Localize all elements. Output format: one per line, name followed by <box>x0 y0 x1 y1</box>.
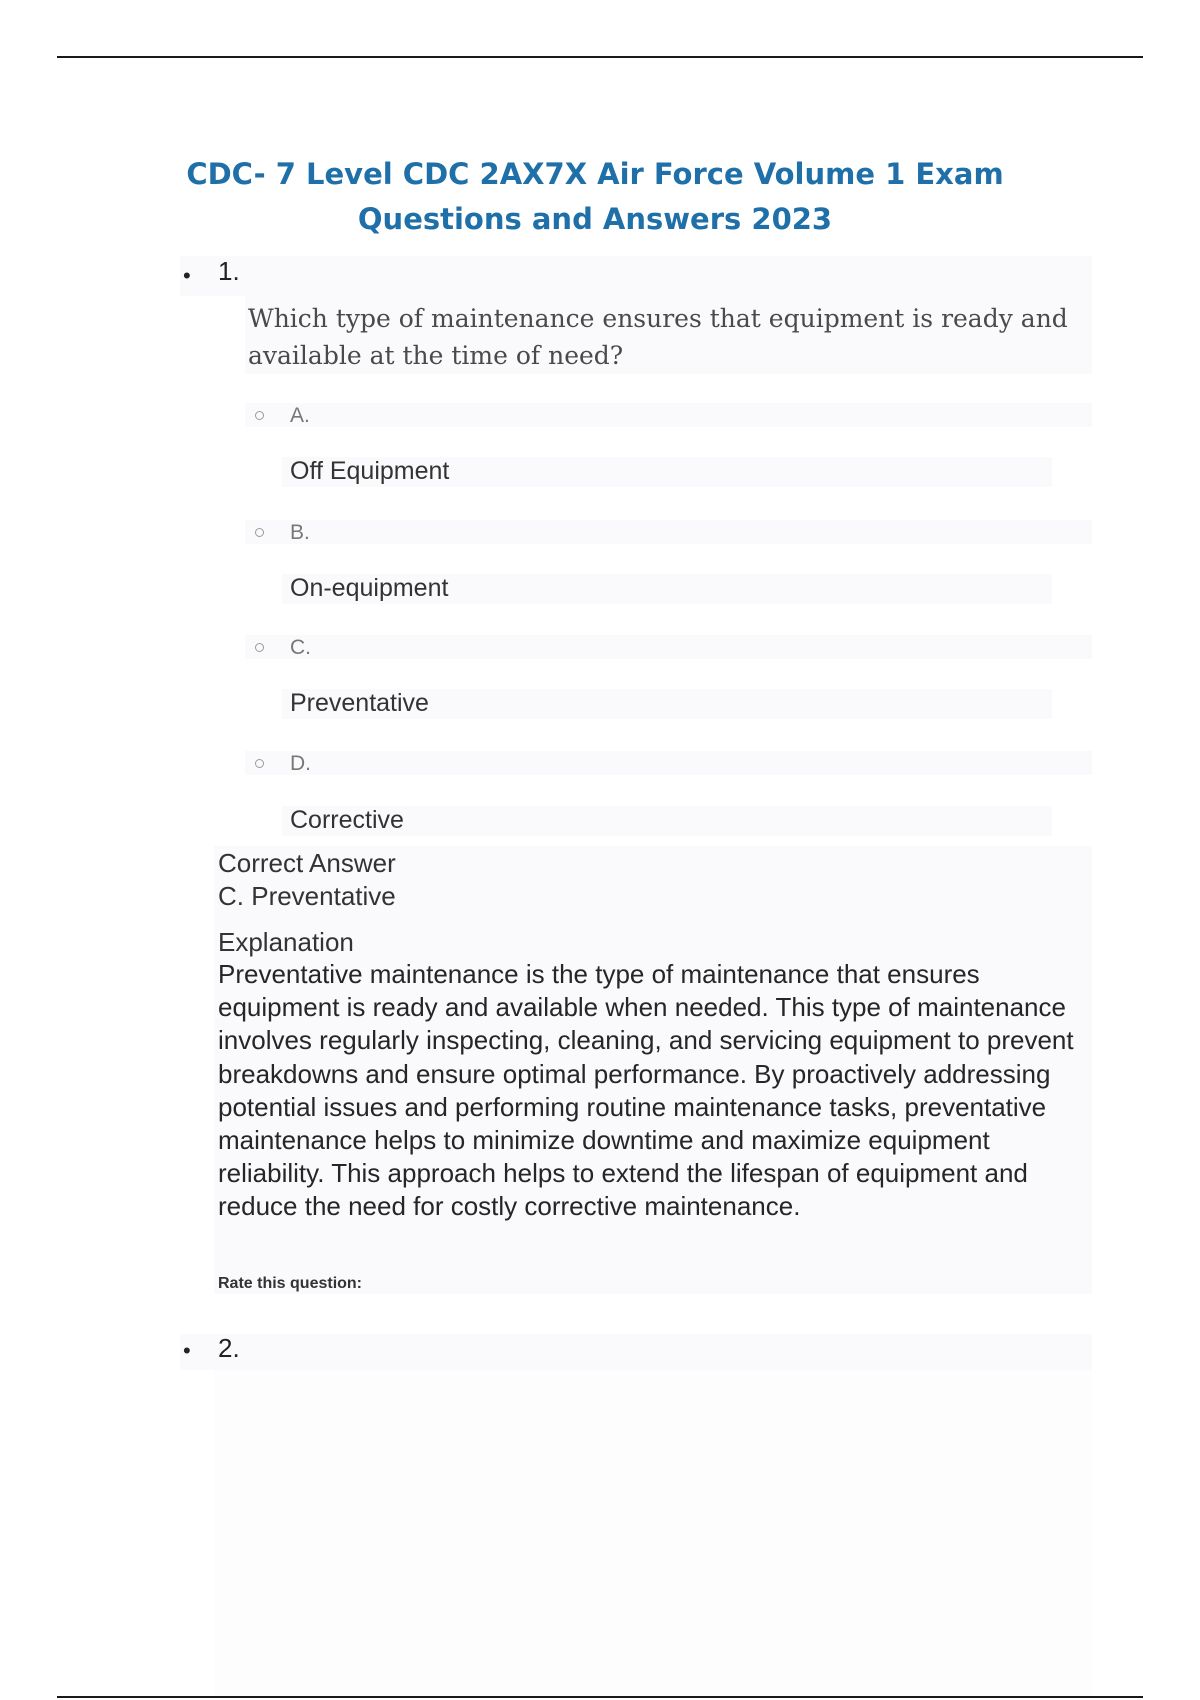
question-1-text: Which type of maintenance ensures that equipment is ready and available at the time of need? <box>248 304 1068 370</box>
footer-rule <box>57 1696 1143 1698</box>
title-line-1: CDC- 7 Level CDC 2AX7X Air Force Volume 1 Exam <box>186 157 1004 191</box>
option-a-row-band <box>245 403 1092 427</box>
option-c-letter: C. <box>290 636 311 659</box>
option-a-radio-icon[interactable] <box>255 411 264 420</box>
question-1-bullet-icon: • <box>183 263 191 288</box>
option-d-letter: D. <box>290 752 311 775</box>
question-1-header-band <box>180 256 1092 296</box>
explanation-label: Explanation <box>218 927 354 957</box>
option-a-letter: A. <box>290 404 310 427</box>
header-rule <box>57 56 1143 58</box>
explanation-text: Preventative maintenance is the type of maintenance that ensures equipment is ready and available when needed. This type of maintenance involves regularly inspecting, cleaning, and servicing equipment to prevent breakdowns and ensure optimal performance. By proactively addressing potential issues and performing routine maintenance tasks, preventative maintenance helps to minimize downtime and maximize equipment reliability. This approach helps to extend the lifespan of equipment and reduce the need for costly corrective maintenance. <box>218 959 1074 1222</box>
correct-answer-value: C. Preventative <box>218 881 396 911</box>
correct-answer-label: Correct Answer <box>218 848 396 878</box>
option-b-text: On-equipment <box>290 574 449 602</box>
option-d-row-band <box>245 751 1092 775</box>
option-d-text: Corrective <box>290 806 404 834</box>
question-2-number: 2. <box>218 1333 240 1363</box>
option-b-row-band <box>245 520 1092 544</box>
option-c-text: Preventative <box>290 689 429 717</box>
option-b-radio-icon[interactable] <box>255 528 264 537</box>
option-a-text: Off Equipment <box>290 457 450 485</box>
question-2-body-band <box>214 1370 1092 1696</box>
rate-question-label: Rate this question: <box>218 1275 363 1292</box>
option-d-radio-icon[interactable] <box>255 759 264 768</box>
question-1-number: 1. <box>218 256 240 286</box>
option-c-row-band <box>245 635 1092 659</box>
title-line-2: Questions and Answers 2023 <box>357 202 833 236</box>
option-b-letter: B. <box>290 521 310 544</box>
question-2-header-band <box>180 1334 1092 1370</box>
question-2-bullet-icon: • <box>183 1338 191 1363</box>
option-c-radio-icon[interactable] <box>255 643 264 652</box>
page-title <box>180 152 1010 242</box>
